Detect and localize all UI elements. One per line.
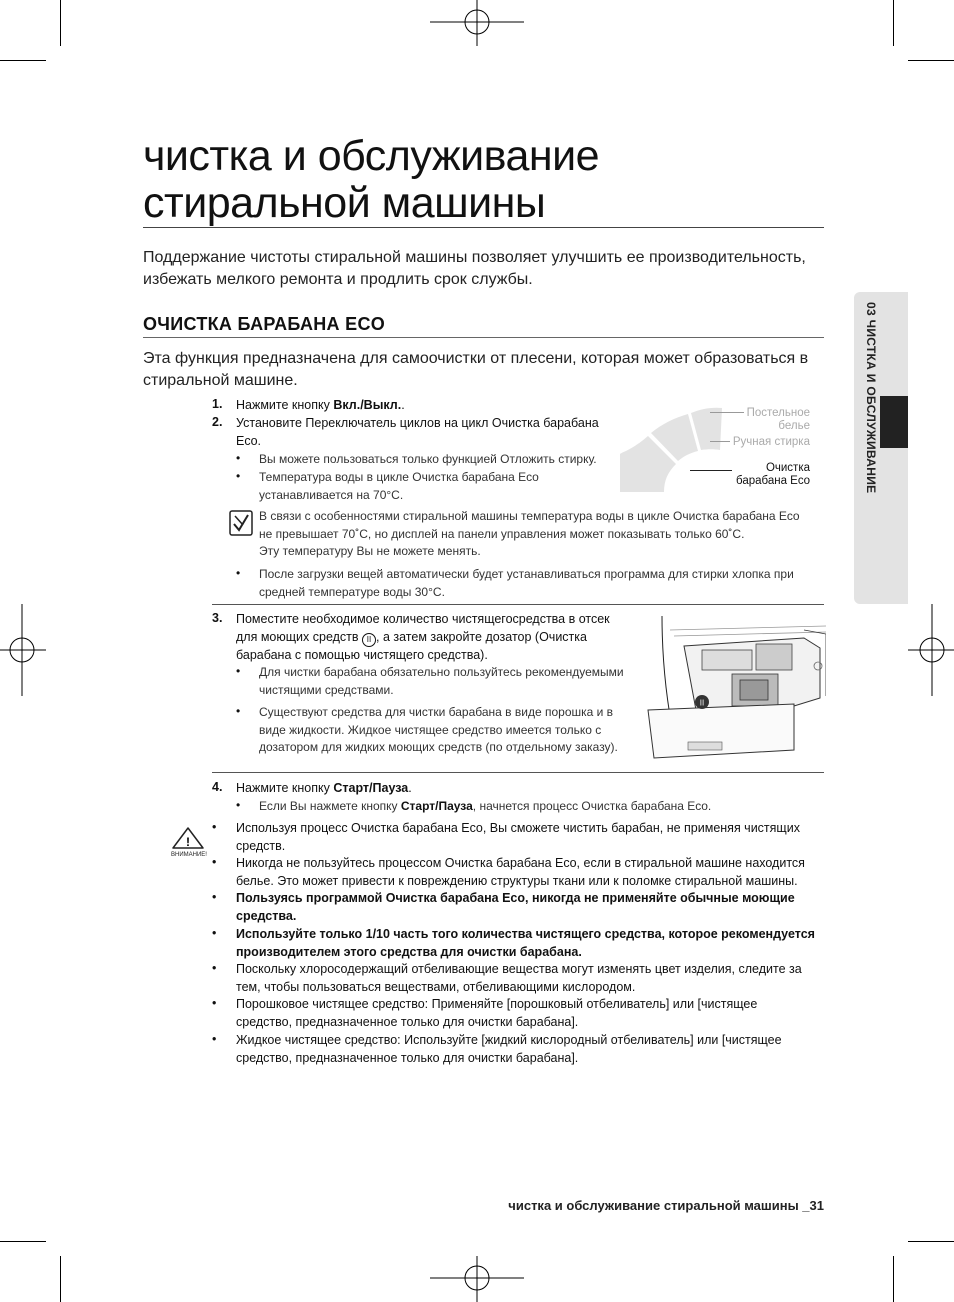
- dial-leader: [710, 412, 744, 413]
- step-2-bullet-2: Температура воды в цикле Очистка барабана Eco устанавливается на 70°C.: [259, 470, 539, 502]
- bullet: •: [212, 926, 217, 940]
- step-1-text: Нажмите кнопку Вкл./Выкл..: [236, 398, 405, 412]
- warning-item: Порошковое чистящее средство: Применяйте [порошковый отбеливатель] или [чистящее средство, предназначенное только для очистки барабана].: [236, 997, 758, 1029]
- bullet: •: [236, 469, 241, 483]
- step-number: 3.: [212, 611, 223, 625]
- step-2-bullet-1: Вы можете пользоваться только функцией Отложить стирку.: [259, 452, 597, 466]
- dial-label-eco-drum-clean: Очистка барабана Eco: [736, 462, 810, 487]
- section-rule: [143, 337, 824, 338]
- bullet: •: [236, 664, 241, 678]
- crop-mark: [893, 1256, 894, 1302]
- dial-leader: [710, 441, 730, 442]
- detergent-drawer-illustration: [644, 608, 826, 768]
- bullet: •: [212, 1032, 217, 1046]
- warning-icon: [170, 826, 206, 850]
- section-heading: ОЧИСТКА БАРАБАНА ECO: [143, 314, 386, 334]
- section-description: Эта функция предназначена для самоочистки от плесени, которая может образоваться в стиральной машине.: [143, 350, 809, 389]
- page-title: [143, 133, 833, 227]
- crop-mark: [0, 1241, 46, 1242]
- step-divider: [212, 772, 824, 773]
- crop-mark: [60, 1256, 61, 1302]
- step-3-bullet-2: Существуют средства для чистки барабана в виде порошка и в виде жидкости. Жидкое чистящее средство имеется только с дозатором для жидких моющих средств (по отдельному заказу).: [259, 705, 618, 754]
- bullet: •: [236, 451, 241, 465]
- note-text: В связи с особенностями стиральной машины температура воды в цикле Очистка барабана Eco не превышает 70˚C, но дисплей на панели управления может показывать только 60˚C. Эту температуру Вы не можете менять.: [259, 509, 800, 558]
- warning-item-bold: Пользуясь программой Очистка барабана Eco, никогда не применяйте обычные моющие средства.: [236, 891, 795, 923]
- bullet: •: [236, 798, 241, 812]
- step-2-bullet-3: После загрузки вещей автоматически будет устанавливаться программа для стирки хлопка при средней температуре воды 30°C.: [259, 567, 794, 599]
- registration-mark-left: [0, 604, 46, 696]
- step-number: 4.: [212, 780, 223, 794]
- note-icon: [229, 510, 253, 536]
- step-2-text: Установите Переключатель циклов на цикл Очистка барабана Eco.: [236, 416, 599, 448]
- crop-mark: [0, 60, 46, 61]
- bullet: •: [212, 961, 217, 975]
- warning-item: Поскольку хлоросодержащий отбеливающие вещества могут изменять цвет изделия, следите за тем, чтобы пользоваться веществами, отбеливающими кислородом.: [236, 962, 802, 994]
- compartment-ii-callout: II: [699, 698, 705, 708]
- chapter-tab-marker: [880, 396, 908, 448]
- page-title-line1: чистка и обслуживание: [143, 132, 600, 180]
- step-divider: [212, 604, 824, 605]
- warning-item: Используя процесс Очистка барабана Eco, Вы сможете чистить барабан, не применяя чистящих средств.: [236, 821, 800, 853]
- bullet: •: [212, 820, 217, 834]
- registration-mark-right: [908, 604, 954, 696]
- step-number: 1.: [212, 397, 223, 411]
- warning-item-bold: Используйте только 1/10 часть того количества чистящего средства, которое рекомендуется производителем этого средства для очистки барабана.: [236, 927, 815, 959]
- bullet: •: [212, 855, 217, 869]
- page-title-line2: стиральной машины: [143, 179, 546, 227]
- registration-mark-bottom: [430, 1256, 524, 1302]
- dial-label-bedding: Постельное белье: [746, 407, 810, 432]
- intro-text: Поддержание чистоты стиральной машины позволяет улучшить ее производительность, избежать мелкого ремонта и продлить срок службы.: [143, 249, 806, 288]
- registration-mark-top: [430, 0, 524, 46]
- crop-mark: [908, 60, 954, 61]
- step-3-text: Поместите необходимое количество чистящегосредства в отсек для моющих средств II , а затем закройте дозатор (Очистка барабана с помощью чистящего средства).: [236, 612, 610, 662]
- bullet: •: [212, 890, 217, 904]
- chapter-tab-label: 03 ЧИСТКА И ОБСЛУЖИВАНИЕ: [864, 302, 878, 494]
- compartment-ii-icon: II: [362, 633, 376, 647]
- svg-text:!: !: [186, 835, 190, 849]
- crop-mark: [60, 0, 61, 46]
- bullet: •: [236, 704, 241, 718]
- dial-leader: [690, 470, 732, 471]
- step-4-bullet-1: Если Вы нажмете кнопку Старт/Пауза, начнется процесс Очистка барабана Eco.: [259, 799, 712, 813]
- bullet: •: [236, 566, 241, 580]
- title-rule: [143, 227, 824, 228]
- dial-label-handwash: Ручная стирка: [732, 436, 810, 448]
- warning-label: ВНИМАНИЕ!: [171, 852, 207, 858]
- step-number: 2.: [212, 415, 223, 429]
- warning-item: Жидкое чистящее средство: Используйте [жидкий кислородный отбеливатель] или [чистящее средство, предназначенное только для очистки барабана].: [236, 1033, 782, 1065]
- cycle-dial-illustration: [618, 396, 730, 496]
- page-footer: чистка и обслуживание стиральной машины _31: [508, 1198, 824, 1213]
- bullet: •: [212, 996, 217, 1010]
- step-4-text: Нажмите кнопку Старт/Пауза.: [236, 781, 412, 795]
- crop-mark: [908, 1241, 954, 1242]
- warning-item: Никогда не пользуйтесь процессом Очистка барабана Eco, если в стиральной машине находится белье. Это может привести к повреждению структуры ткани или к поломке стиральной машины.: [236, 856, 805, 888]
- step-3-bullet-1: Для чистки барабана обязательно пользуйтесь рекомендуемыми чистящими средствами.: [259, 665, 624, 697]
- crop-mark: [893, 0, 894, 46]
